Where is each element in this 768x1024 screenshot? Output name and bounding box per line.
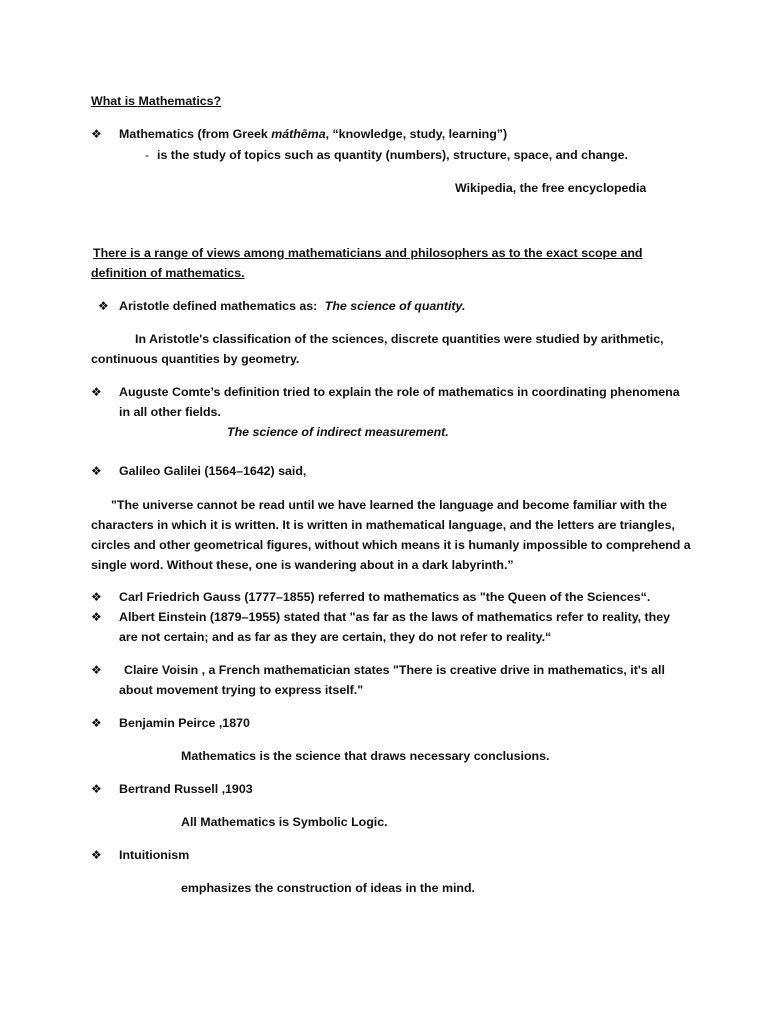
peirce-line: Benjamin Peirce ,1870 (119, 716, 250, 730)
bullet-icon: ❖ (91, 590, 102, 604)
intro-suffix: , “knowledge, study, learning”) (325, 127, 508, 141)
gauss-line: Carl Friedrich Gauss (1777–1855) referred to mathematics as "the Queen of the Sciences“. (119, 590, 651, 604)
galileo-quote-line-1: "The universe cannot be read until we have learned the language and become familiar with the (111, 498, 668, 512)
bullet-icon: ❖ (91, 848, 102, 862)
comte-line-2: in all other fields. (119, 405, 221, 419)
russell-line: Bertrand Russell ,1903 (119, 782, 253, 796)
bullet-icon: ❖ (91, 663, 102, 677)
galileo-line: Galileo Galilei (1564–1642) said, (119, 464, 307, 478)
bullet-icon: ❖ (98, 299, 109, 313)
aristotle-line (119, 298, 465, 314)
einstein-line-2: are not certain; and as far as they are certain, they do not refer to reality.“ (119, 630, 552, 644)
einstein-line-1: Albert Einstein (1879–1955) stated that "as far as the laws of mathematics refer to reality, they (119, 610, 671, 624)
comte-definition: The science of indirect measurement. (227, 425, 449, 439)
galileo-quote-line-4: single word. Without these, one is wandering about in a dark labyrinth.” (91, 558, 514, 572)
bullet-icon: ❖ (91, 610, 102, 624)
dash-icon: - (145, 148, 149, 162)
voisin-line-1: Claire Voisin , a French mathematician states "There is creative drive in mathematics, it's all (124, 663, 665, 677)
aristotle-lead: Aristotle defined mathematics as: (119, 299, 321, 313)
intro-line (119, 126, 507, 142)
source-citation: Wikipedia, the free encyclopedia (455, 181, 647, 195)
aristotle-paragraph-line-1: In Aristotle's classification of the sciences, discrete quantities were studied by arithmetic, (135, 332, 664, 346)
bullet-icon: ❖ (91, 464, 102, 478)
page-title: What is Mathematics? (91, 94, 222, 108)
voisin-line-2: about movement trying to express itself." (119, 683, 364, 697)
peirce-definition: Mathematics is the science that draws necessary conclusions. (181, 749, 550, 763)
intro-prefix: Mathematics (from Greek (119, 127, 272, 141)
bullet-icon: ❖ (91, 716, 102, 730)
range-heading-line-2: definition of mathematics. (91, 266, 245, 280)
aristotle-paragraph-line-2: continuous quantities by geometry. (91, 352, 300, 366)
comte-line-1: Auguste Comte’s definition tried to explain the role of mathematics in coordinating phenomena (119, 385, 680, 399)
intro-subline: is the study of topics such as quantity (numbers), structure, space, and change. (157, 148, 628, 162)
galileo-quote-line-2: characters in which it is written. It is written in mathematical language, and the letters are triangles, (91, 518, 675, 532)
intuitionism-definition: emphasizes the construction of ideas in the mind. (181, 881, 475, 895)
range-heading-line-1: There is a range of views among mathematicians and philosophers as to the exact scope and (93, 246, 643, 260)
bullet-icon: ❖ (91, 127, 102, 141)
galileo-quote-line-3: circles and other geometrical figures, without which means it is humanly impossible to comprehend a (91, 538, 691, 552)
bullet-icon: ❖ (91, 385, 102, 399)
intro-greek-term: máthēma (271, 127, 326, 141)
bullet-icon: ❖ (91, 782, 102, 796)
intuitionism-line: Intuitionism (119, 848, 190, 862)
aristotle-definition: The science of quantity. (324, 299, 466, 313)
russell-definition: All Mathematics is Symbolic Logic. (181, 815, 388, 829)
